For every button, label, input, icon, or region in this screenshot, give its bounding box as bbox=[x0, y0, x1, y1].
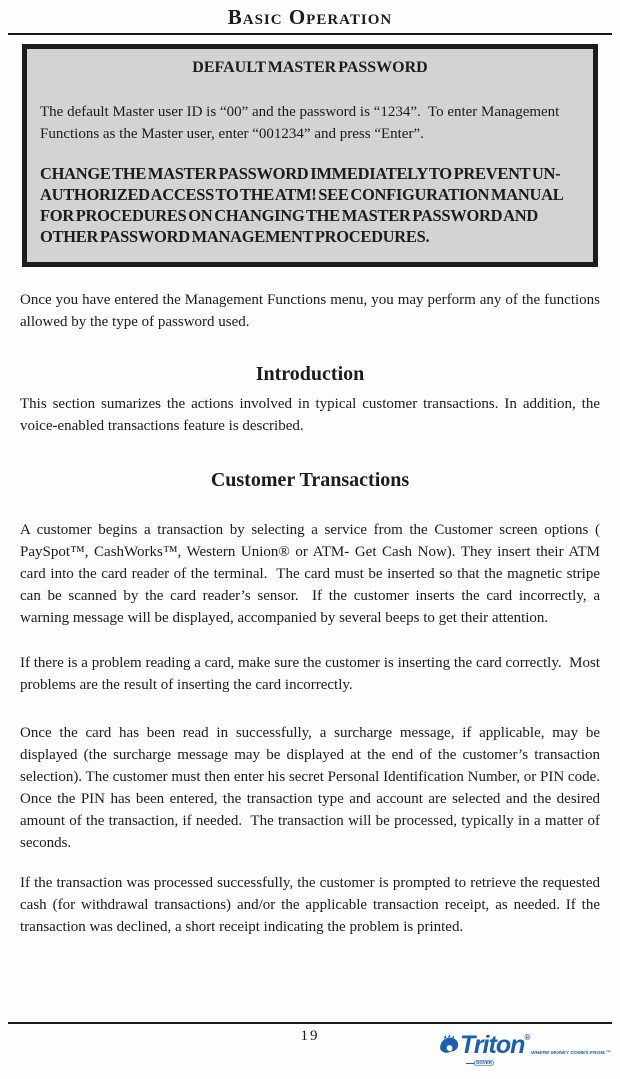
customer-transactions-paragraph-3: Once the card has been read in successfully, a surcharge message, if applicable, may be displayed (the surcharge message may be displayed at the end of the customer’s transaction selection). The customer must then enter his secret Personal Identification Number, or PIN code. Once the PIN has been entered, the transaction type and account are selected and the desired amount of the transaction, if needed. The transaction will be processed, typically in a matter of seconds. bbox=[20, 725, 608, 851]
brand-wordmark: Triton® bbox=[460, 1031, 530, 1059]
dover-badge: DOVER bbox=[474, 1060, 494, 1066]
logo-tagline: WHERE MONEY COMES FROM.™ bbox=[531, 1049, 612, 1055]
password-box-body: The default Master user ID is “00” and the password is “1234”. To enter Management Functions as the Master user, enter “001234” and press “Enter”. bbox=[40, 104, 564, 142]
page-title: Basic Operation bbox=[227, 5, 393, 29]
lead-paragraph: Once you have entered the Management Functions menu, you may perform any of the functions allowed by the type of password used. bbox=[20, 292, 604, 330]
page-number: 19 bbox=[300, 1028, 320, 1044]
shell-icon bbox=[438, 1034, 460, 1056]
customer-transactions-paragraph-4: If the transaction was processed successfully, the customer is prompted to retrieve the requested cash (for withdrawal transactions) and/or the applicable transaction receipt, as needed. If the transaction was declined, a short receipt indicating the problem is printed. bbox=[20, 875, 604, 935]
introduction-paragraph: This section sumarizes the actions involved in typical customer transactions. In addition, the voice-enabled transactions feature is described. bbox=[20, 396, 604, 434]
triton-logo bbox=[438, 1031, 612, 1068]
default-master-password-box bbox=[22, 44, 598, 267]
section-heading-introduction: Introduction bbox=[255, 363, 365, 385]
customer-transactions-paragraph-2: If there is a problem reading a card, make sure the customer is inserting the card correctly. Most problems are the result of inserting the card incorrectly. bbox=[20, 655, 604, 693]
password-box-title: DEFAULT MASTER PASSWORD bbox=[192, 59, 428, 76]
dover-badge-row bbox=[466, 1058, 608, 1068]
password-box-warning: CHANGE THE MASTER PASSWORD IMMEDIATELY TO PREVENT UN-AUTHORIZED ACCESS TO THE ATM! SEE CONFIGURATION MANUAL FOR PROCEDURES ON CHANGING THE MASTER PASSWORD AND OTHER PASSWORD MANAGEMENT PROCEDURES. bbox=[40, 164, 565, 246]
section-heading-customer-transactions: Customer Transactions bbox=[210, 469, 410, 491]
header-divider bbox=[8, 33, 612, 35]
customer-transactions-paragraph-1: A customer begins a transaction by selecting a service from the Customer screen options ( PaySpot™, CashWorks™, Western Union® or ATM- Get Cash Now). They insert their ATM card into the card reader of the terminal. The card must be inserted so that the magnetic stripe can be scanned by the card reader’s sensor. If the customer inserts the card incorrectly, a warning message will be displayed, accompanied by several beeps to get their attention. bbox=[20, 522, 604, 626]
registered-mark-icon: ® bbox=[524, 1033, 530, 1042]
footer-divider bbox=[8, 1022, 612, 1024]
